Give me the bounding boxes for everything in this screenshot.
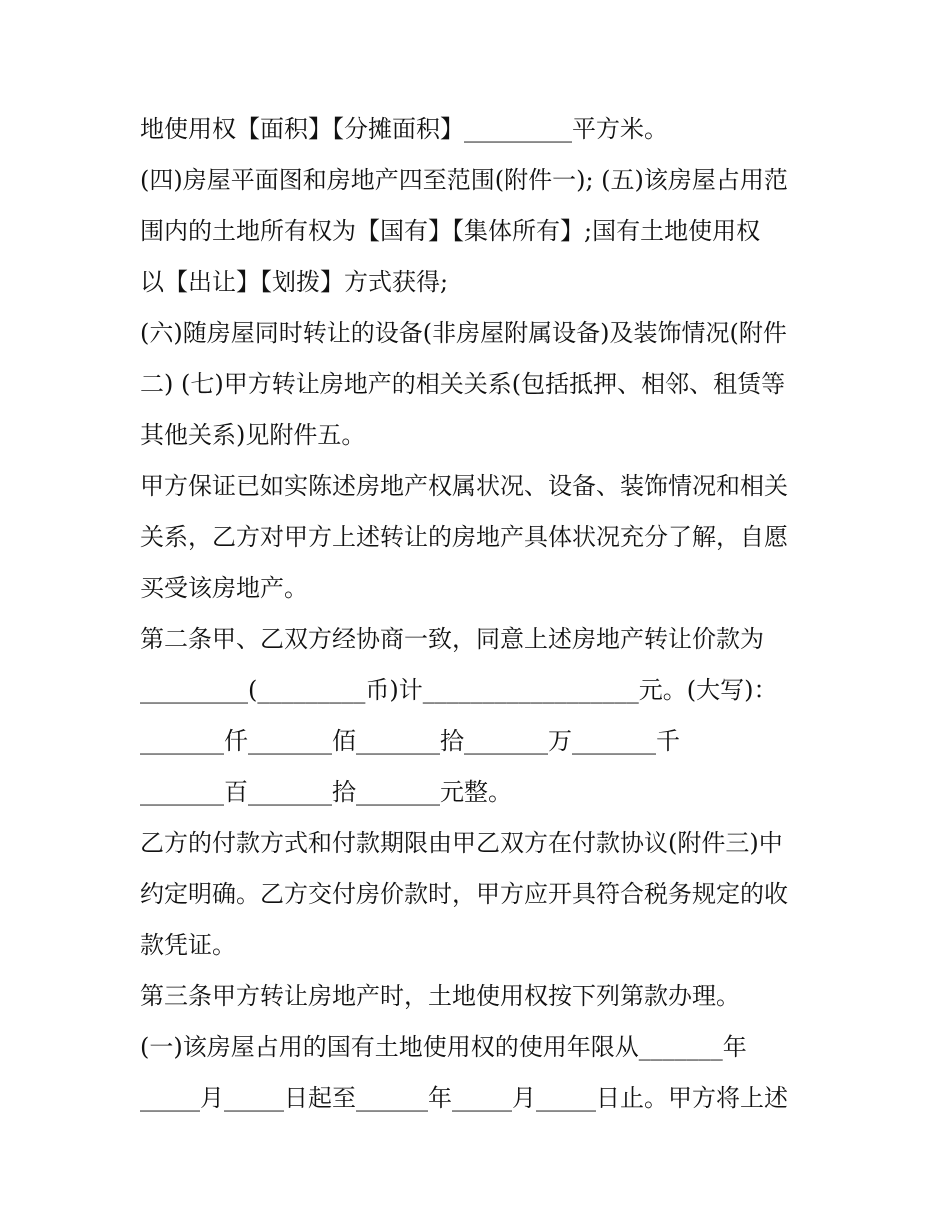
text-line: 关系，乙方对甲方上述转让的房地产具体状况充分了解，自愿: [140, 523, 788, 551]
text-line: 其他关系)见附件五。: [140, 421, 366, 449]
text-line: _________(_________币)计__________________元。(大写)：: [140, 676, 778, 704]
text-line: _______百_______拾_______元整。: [140, 778, 512, 806]
document-body: [140, 104, 820, 1124]
text-line: (一)该房屋占用的国有土地使用权的使用年限从_______年: [140, 1033, 747, 1061]
text-line: 第二条甲、乙双方经协商一致，同意上述房地产转让价款为: [140, 625, 764, 653]
text-line: _____月_____日起至______年_____月_____日止。甲方将上述: [140, 1084, 788, 1112]
text-line: (六)随房屋同时转让的设备(非房屋附属设备)及装饰情况(附件: [140, 319, 787, 347]
text-line: (四)房屋平面图和房地产四至范围(附件一); (五)该房屋占用范: [140, 166, 788, 194]
text-line: 约定明确。乙方交付房价款时，甲方应开具符合税务规定的收: [140, 880, 788, 908]
text-line: 甲方保证已如实陈述房地产权属状况、设备、装饰情况和相关: [140, 472, 788, 500]
text-line: _______仟_______佰_______拾_______万_______千: [140, 727, 680, 755]
text-line: 围内的土地所有权为【国有】【集体所有】;国有土地使用权: [140, 217, 761, 245]
text-line: 第三条甲方转让房地产时，土地使用权按下列第款办理。: [140, 982, 740, 1010]
text-line: 买受该房地产。: [140, 574, 308, 602]
text-line: 款凭证。: [140, 931, 236, 959]
text-line: 乙方的付款方式和付款期限由甲乙双方在付款协议(附件三)中: [140, 829, 783, 857]
text-line: 地使用权【面积】【分摊面积】_________平方米。: [140, 115, 668, 143]
text-line: 二) (七)甲方转让房地产的相关关系(包括抵押、相邻、租赁等: [140, 370, 786, 398]
text-line: 以【出让】【划拨】方式获得;: [140, 268, 449, 296]
